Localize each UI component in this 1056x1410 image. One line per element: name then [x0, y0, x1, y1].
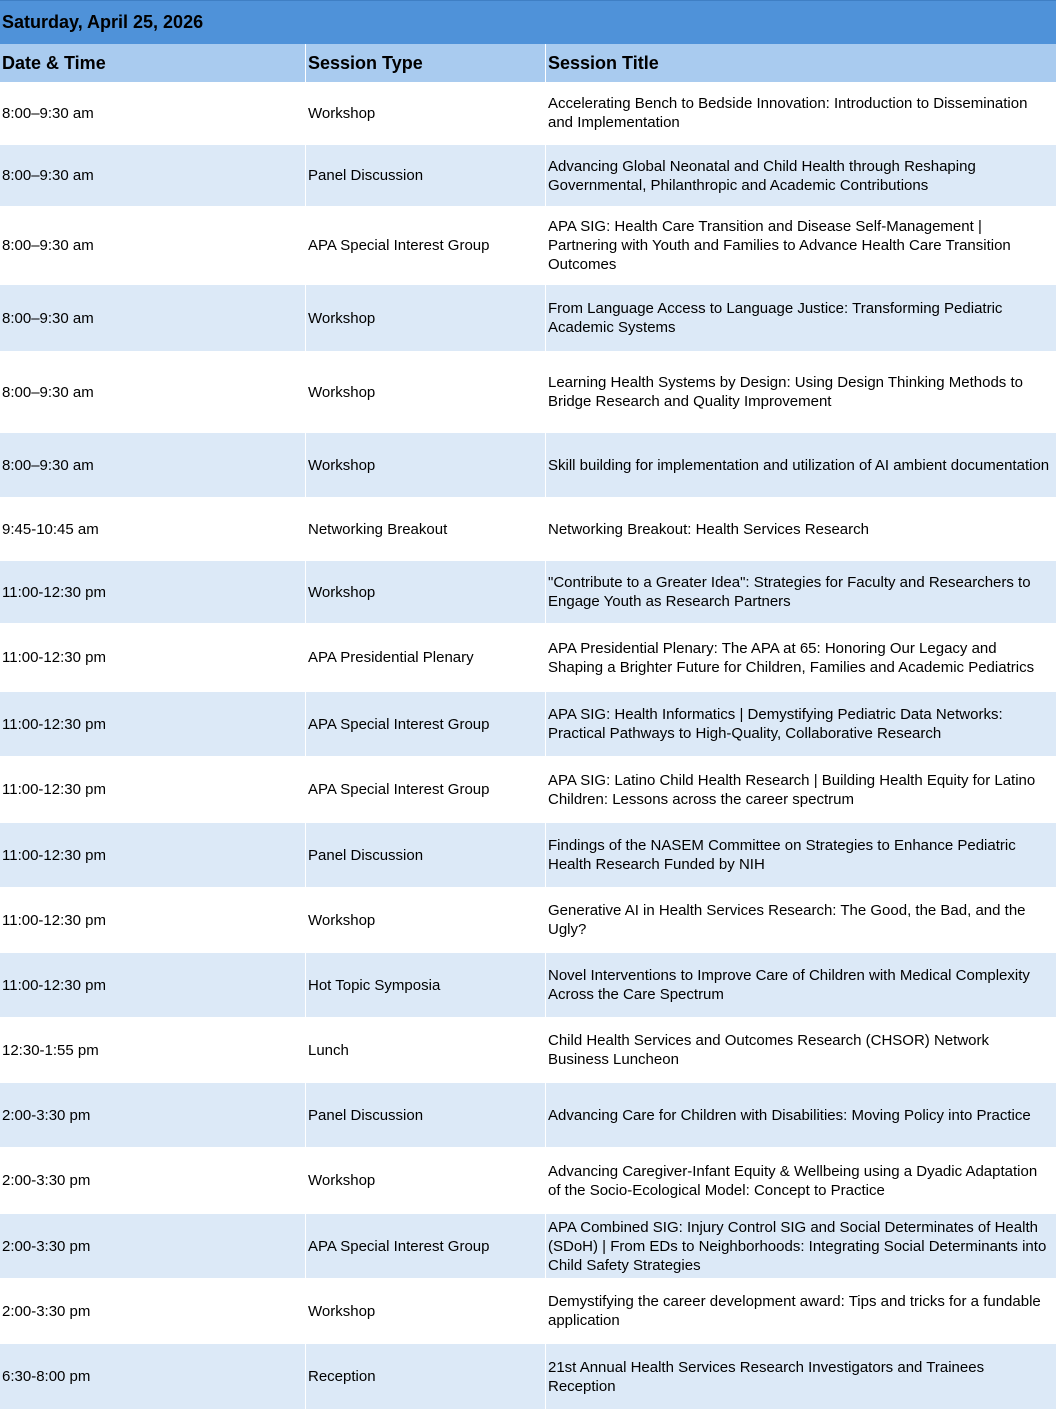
session-title: Advancing Caregiver-Infant Equity & Wellbeing using a Dyadic Adaptation of the Socio-Ecological Model: Concept to Practice — [545, 1148, 1056, 1213]
column-header-type: Session Type — [305, 44, 545, 82]
column-header-title: Session Title — [545, 44, 1056, 82]
session-title: Generative AI in Health Services Research: The Good, the Bad, and the Ugly? — [545, 888, 1056, 952]
session-title: APA Presidential Plenary: The APA at 65: Honoring Our Legacy and Shaping a Brighter Future for Children, Families and Academic Pediatrics — [545, 624, 1056, 691]
session-title: Child Health Services and Outcomes Research (CHSOR) Network Business Luncheon — [545, 1018, 1056, 1082]
table-row — [0, 561, 1056, 624]
table-row — [0, 1148, 1056, 1214]
session-title: From Language Access to Language Justice: Transforming Pediatric Academic Systems — [545, 285, 1056, 351]
session-title: Advancing Global Neonatal and Child Health through Reshaping Governmental, Philanthropic and Academic Contributions — [545, 145, 1056, 206]
table-row — [0, 433, 1056, 498]
table-row — [0, 498, 1056, 561]
session-title: APA SIG: Health Informatics | Demystifying Pediatric Data Networks: Practical Pathways to High-Quality, Collaborative Research — [545, 692, 1056, 756]
session-title: 21st Annual Health Services Research Investigators and Trainees Reception — [545, 1344, 1056, 1409]
session-title: Skill building for implementation and utilization of AI ambient documentation — [545, 433, 1056, 497]
session-title: "Contribute to a Greater Idea": Strategies for Faculty and Researchers to Engage Youth as Research Partners — [545, 561, 1056, 623]
table-row — [0, 285, 1056, 352]
session-time: 11:00-12:30 pm — [2, 583, 106, 601]
session-type: Workshop — [305, 285, 545, 351]
session-time: 11:00-12:30 pm — [2, 649, 106, 666]
session-title: APA SIG: Health Care Transition and Disease Self-Management | Partnering with Youth and Families to Advance Health Care Transition Outcomes — [545, 207, 1056, 284]
session-type: Workshop — [305, 1279, 545, 1343]
session-time: 8:00–9:30 am — [2, 167, 94, 184]
table-row — [0, 145, 1056, 207]
session-title: Novel Interventions to Improve Care of Children with Medical Complexity Across the Care Spectrum — [545, 953, 1056, 1017]
table-row — [0, 1214, 1056, 1279]
session-type: Workshop — [305, 888, 545, 952]
session-time: 8:00–9:30 am — [2, 456, 94, 474]
session-title: Accelerating Bench to Bedside Innovation: Introduction to Dissemination and Implementation — [545, 82, 1056, 144]
session-time: 9:45-10:45 am — [2, 520, 99, 538]
session-type: Workshop — [305, 1148, 545, 1213]
table-row — [0, 624, 1056, 692]
table-row — [0, 82, 1056, 145]
session-time: 8:00–9:30 am — [2, 237, 94, 254]
session-type: APA Special Interest Group — [305, 692, 545, 756]
session-type: APA Special Interest Group — [305, 1214, 545, 1278]
session-title: Networking Breakout: Health Services Research — [545, 498, 1056, 560]
session-title: APA SIG: Latino Child Health Research | Building Health Equity for Latino Children: Lessons across the career spectrum — [545, 757, 1056, 822]
table-row — [0, 1344, 1056, 1410]
session-type: APA Presidential Plenary — [305, 624, 545, 691]
column-header-time: Date & Time — [2, 52, 106, 73]
session-time: 6:30-8:00 pm — [2, 1368, 91, 1385]
table-row — [0, 1083, 1056, 1148]
session-time: 11:00-12:30 pm — [2, 976, 106, 994]
session-time: 8:00–9:30 am — [2, 309, 94, 327]
session-type: Hot Topic Symposia — [305, 953, 545, 1017]
session-time: 2:00-3:30 pm — [2, 1302, 91, 1320]
table-row — [0, 352, 1056, 433]
column-header-row — [0, 44, 1056, 82]
session-type: Reception — [305, 1344, 545, 1409]
session-type: APA Special Interest Group — [305, 757, 545, 822]
session-type: Lunch — [305, 1018, 545, 1082]
table-row — [0, 953, 1056, 1018]
table-row — [0, 1279, 1056, 1344]
day-title: Saturday, April 25, 2026 — [0, 0, 1056, 44]
session-time: 11:00-12:30 pm — [2, 846, 106, 864]
session-title: Advancing Care for Children with Disabilities: Moving Policy into Practice — [545, 1083, 1056, 1147]
table-row — [0, 207, 1056, 285]
session-title: Learning Health Systems by Design: Using Design Thinking Methods to Bridge Research and Quality Improvement — [545, 352, 1056, 432]
session-type: Workshop — [305, 433, 545, 497]
session-type: Panel Discussion — [305, 823, 545, 887]
session-type: Panel Discussion — [305, 145, 545, 206]
session-type: Panel Discussion — [305, 1083, 545, 1147]
session-table-body — [0, 82, 1056, 1410]
session-type: Workshop — [305, 82, 545, 144]
session-time: 11:00-12:30 pm — [2, 781, 106, 798]
session-time: 8:00–9:30 am — [2, 104, 94, 122]
session-time: 2:00-3:30 pm — [2, 1106, 91, 1124]
table-row — [0, 888, 1056, 953]
table-row — [0, 1018, 1056, 1083]
session-type: Workshop — [305, 352, 545, 432]
session-type: APA Special Interest Group — [305, 207, 545, 284]
session-title: Demystifying the career development award: Tips and tricks for a fundable application — [545, 1279, 1056, 1343]
table-row — [0, 757, 1056, 823]
session-title: Findings of the NASEM Committee on Strategies to Enhance Pediatric Health Research Funded by NIH — [545, 823, 1056, 887]
session-title: APA Combined SIG: Injury Control SIG and Social Determinates of Health (SDoH) | From EDs to Neighborhoods: Integrating Social Determinants into Child Safety Strategies — [545, 1214, 1056, 1278]
session-time: 11:00-12:30 pm — [2, 911, 106, 929]
table-row — [0, 823, 1056, 888]
session-type: Networking Breakout — [305, 498, 545, 560]
table-row — [0, 692, 1056, 757]
session-type: Workshop — [305, 561, 545, 623]
session-time: 11:00-12:30 pm — [2, 715, 106, 733]
session-time: 2:00-3:30 pm — [2, 1172, 91, 1189]
session-time: 2:00-3:30 pm — [2, 1237, 91, 1255]
session-time: 12:30-1:55 pm — [2, 1041, 99, 1059]
session-time: 8:00–9:30 am — [2, 383, 94, 401]
